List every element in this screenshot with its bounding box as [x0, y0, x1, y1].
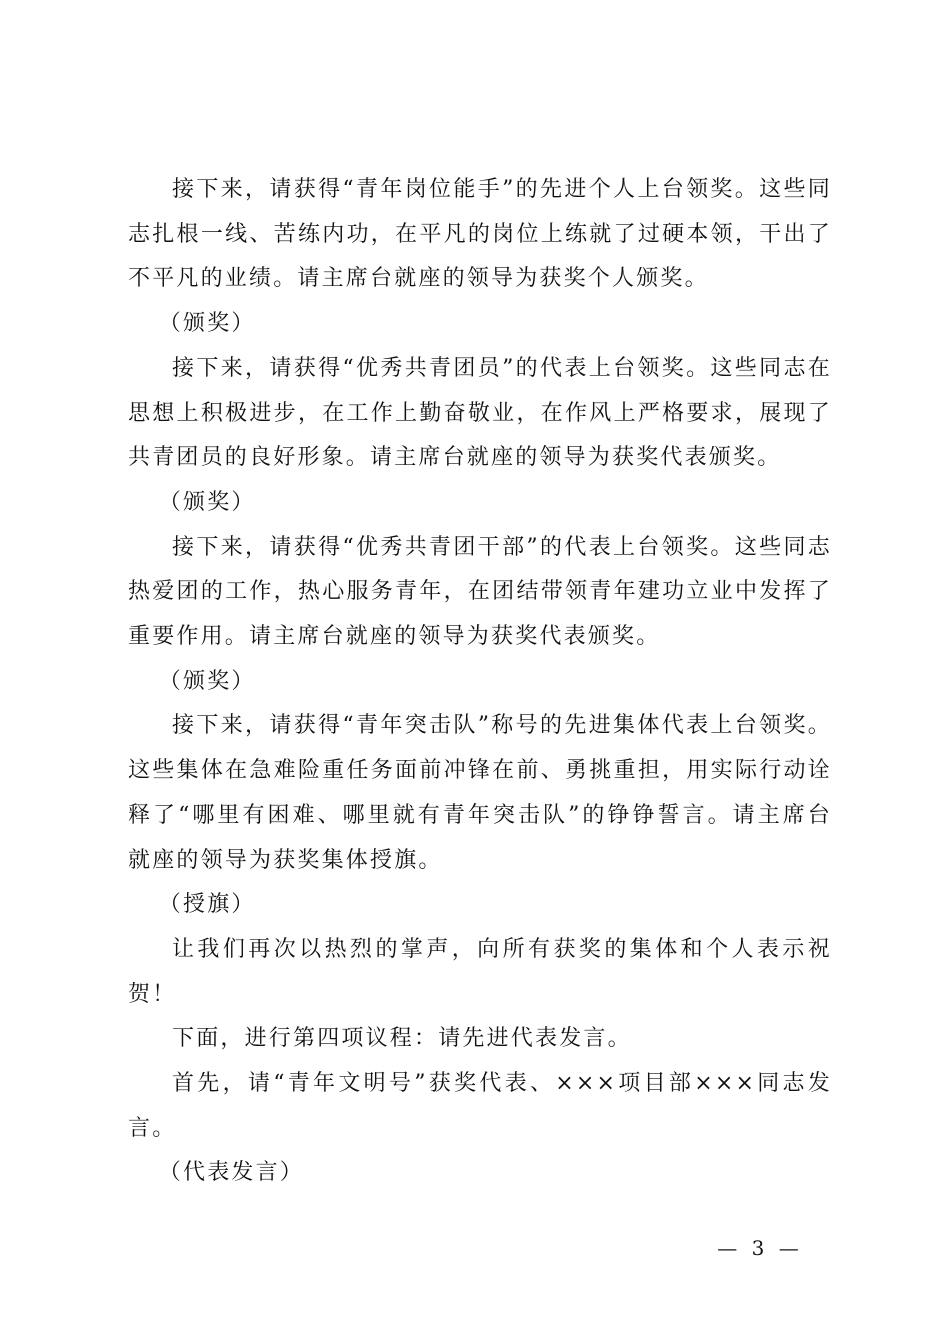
paragraph-award-post-expert: 接下来，请获得“青年岗位能手”的先进个人上台领奖。这些同志扎根一线、苦练内功，在平凡的岗位上练就了过硬本领，干出了不平凡的业绩。请主席台就座的领导为获奖个人颁奖。: [128, 177, 832, 292]
stage-note-speech: （代表发言）: [158, 1160, 304, 1186]
paragraph-award-excellent-member: 接下来，请获得“优秀共青团员”的代表上台领奖。这些同志在思想上积极进步，在工作上勤奋敬业，在作风上严格要求，展现了共青团员的良好形象。请主席台就座的领导为获奖代表颁奖。: [128, 355, 832, 471]
paragraph-first-speaker: 首先，请“青年文明号”获奖代表、×××项目部×××同志发言。: [128, 1071, 832, 1141]
paragraph-award-youth-commando: 接下来，请获得“青年突击队”称号的先进集体代表上台领奖。这些集体在急难险重任务面前冲锋在前、勇挑重担，用实际行动诠释了“哪里有困难、哪里就有青年突击队”的铮铮誓言。请主席台就座的领导为获奖集体授旗。: [128, 713, 832, 873]
stage-note-award: （颁奖）: [158, 311, 256, 337]
page-number: — 3 —: [717, 1236, 803, 1260]
stage-note-flag: （授旗）: [158, 892, 256, 918]
paragraph-award-excellent-cadre: 接下来，请获得“优秀共青团干部”的代表上台领奖。这些同志热爱团的工作，热心服务青年，在团结带领青年建功立业中发挥了重要作用。请主席台就座的领导为获奖代表颁奖。: [128, 534, 832, 650]
paragraph-agenda-four: 下面，进行第四项议程：请先进代表发言。: [172, 1026, 632, 1052]
stage-note-award: （颁奖）: [158, 668, 256, 694]
document-body: [128, 168, 832, 1196]
paragraph-applause: 让我们再次以热烈的掌声，向所有获奖的集体和个人表示祝贺！: [128, 936, 832, 1007]
stage-note-award: （颁奖）: [158, 489, 256, 515]
